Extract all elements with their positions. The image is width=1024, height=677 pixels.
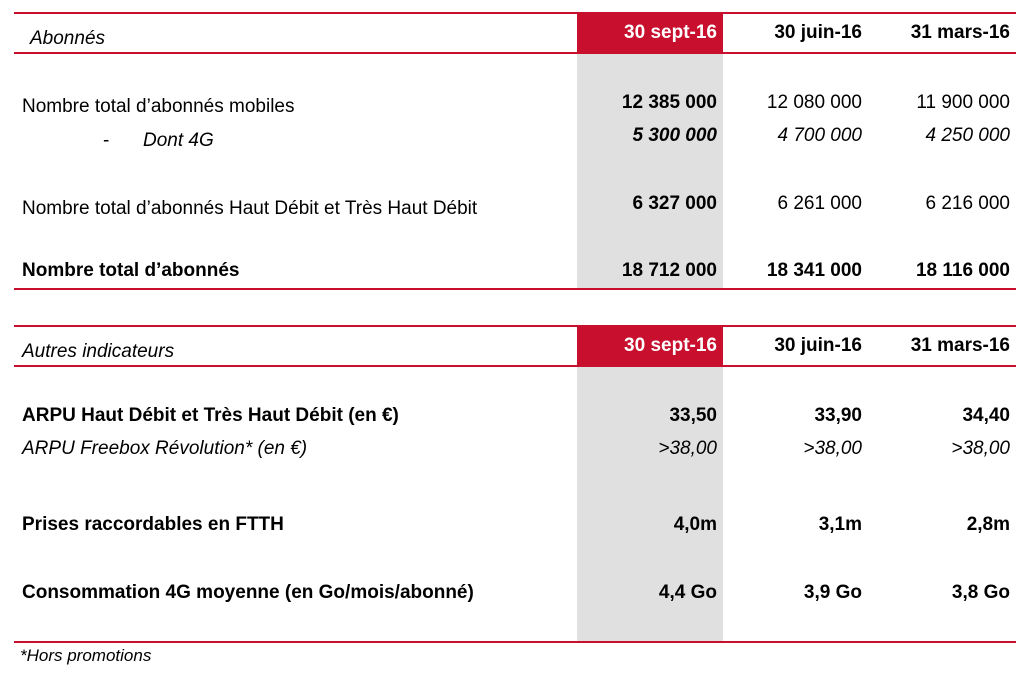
row-label-broadband-subscribers: Nombre total d’abonnés Haut Débit et Très Haut Débit	[22, 198, 478, 219]
row-label-arpu-broadband: ARPU Haut Débit et Très Haut Débit (en €)	[22, 405, 399, 426]
cell-value: 18 341 000	[766, 260, 862, 281]
cell-value: 4 250 000	[925, 125, 1010, 146]
footnote: *Hors promotions	[20, 646, 152, 665]
cell-value: 12 385 000	[621, 92, 717, 113]
top-rule-section2	[14, 325, 1016, 327]
row-label-4g-consumption: Consommation 4G moyenne (en Go/mois/abonné)	[22, 582, 474, 603]
cell-value: 6 261 000	[777, 193, 862, 214]
section1-header-prev2: 31 mars-16	[910, 22, 1010, 43]
bottom-rule-section1	[14, 288, 1016, 290]
row-label-ftth: Prises raccordables en FTTH	[22, 514, 284, 535]
cell-value: 3,9 Go	[803, 582, 862, 603]
cell-value: 12 080 000	[766, 92, 862, 113]
section1-title: Abonnés	[30, 28, 106, 49]
section2-title: Autres indicateurs	[22, 341, 175, 362]
cell-value: 2,8m	[966, 514, 1010, 535]
row-label-mobile-subscribers: Nombre total d’abonnés mobiles	[22, 96, 295, 117]
cell-value: 18 116 000	[915, 260, 1010, 281]
cell-value: 4 700 000	[777, 125, 862, 146]
cell-value: 6 327 000	[632, 193, 717, 214]
bottom-rule-section2	[14, 641, 1016, 643]
cell-value: 34,40	[962, 405, 1010, 426]
section2-header-prev: 30 juin-16	[774, 335, 862, 356]
cell-value: 18 712 000	[621, 260, 717, 281]
cell-value: >38,00	[951, 438, 1010, 459]
cell-value: 3,8 Go	[951, 582, 1010, 603]
section1-header-current: 30 sept-16	[624, 22, 717, 43]
cell-value: 4,0m	[673, 514, 717, 535]
cell-value: 3,1m	[818, 514, 862, 535]
row-label-arpu-freebox: ARPU Freebox Révolution* (en €)	[22, 438, 308, 459]
highlight-column-section1	[577, 54, 723, 288]
cell-value: 33,50	[669, 405, 717, 426]
section2-header-current: 30 sept-16	[624, 335, 717, 356]
section1-header-prev: 30 juin-16	[774, 22, 862, 43]
cell-value: 33,90	[814, 405, 862, 426]
header-rule-section2	[14, 365, 1016, 367]
row-label-total-subscribers: Nombre total d’abonnés	[22, 260, 240, 281]
cell-value: 4,4 Go	[658, 582, 717, 603]
cell-value: 11 900 000	[916, 92, 1010, 113]
cell-value: >38,00	[803, 438, 862, 459]
top-rule-section1	[14, 12, 1016, 14]
row-dash: -	[103, 130, 110, 151]
header-rule-section1	[14, 52, 1016, 54]
row-label-4g: Dont 4G	[143, 130, 214, 151]
section2-header-prev2: 31 mars-16	[910, 335, 1010, 356]
cell-value: 6 216 000	[925, 193, 1010, 214]
cell-value: 5 300 000	[632, 125, 717, 146]
cell-value: >38,00	[658, 438, 717, 459]
